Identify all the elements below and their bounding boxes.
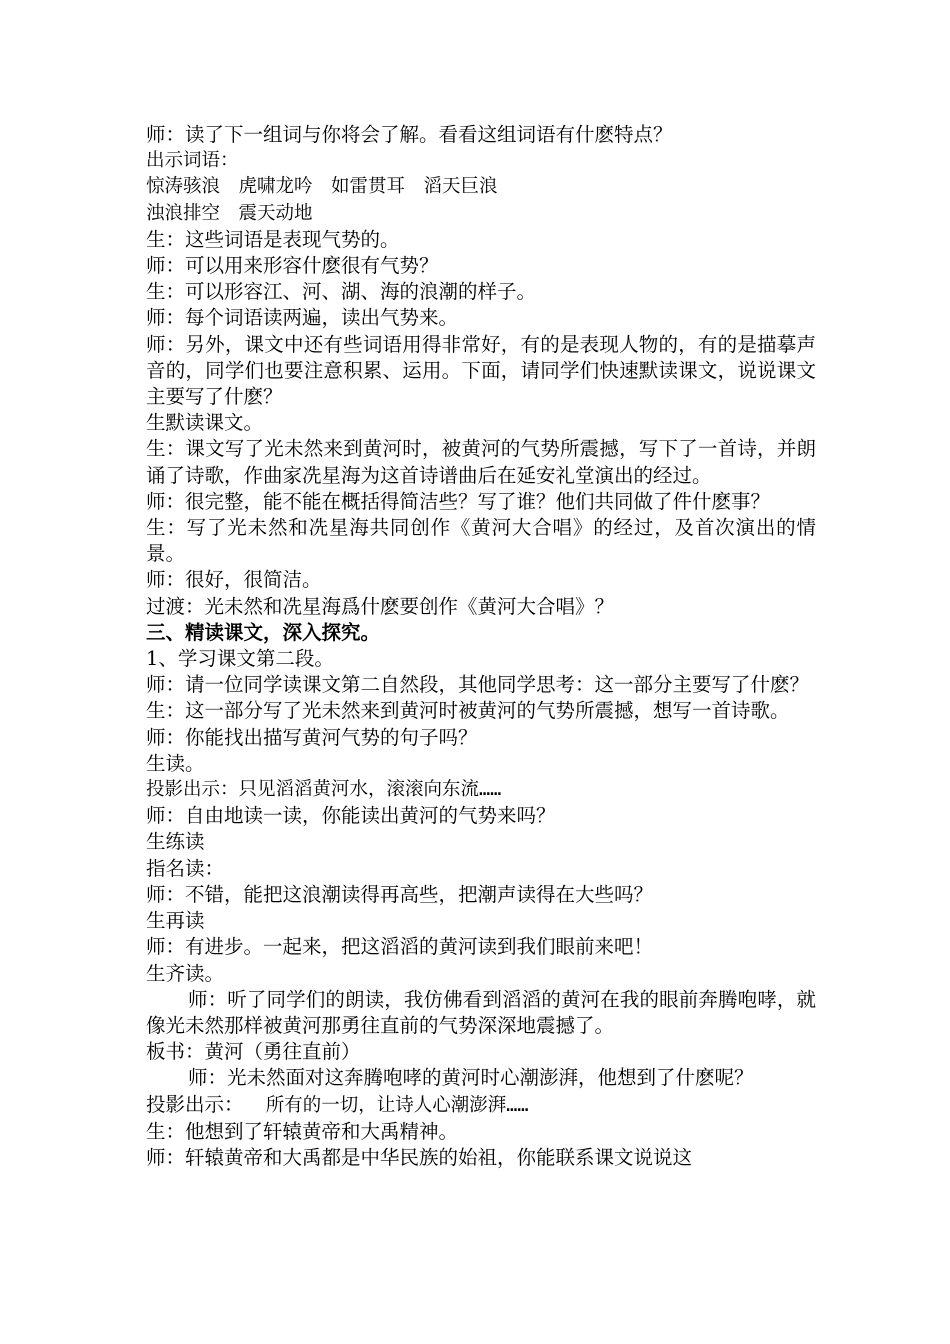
text-line: 师：每个词语读两遍，读出气势来。 — [146, 306, 459, 330]
text-paragraph: 生：课文写了光未然来到黄河时，被黄河的气势所震撼，写下了一首诗，并朗诵了诗歌，作曲家冼星海为这首诗谱曲后在延安礼堂演出的经过。 — [146, 437, 816, 487]
text-line: 生齐读。 — [146, 961, 225, 985]
projection-content: 所有的一切，让诗人心潮澎湃…… — [265, 1094, 529, 1116]
text-line: 过渡：光未然和冼星海爲什麽要创作《黄河大合唱》？ — [146, 594, 615, 618]
text-line: 生：他想到了轩辕黄帝和大禹精神。 — [146, 1119, 459, 1143]
text-line: 师：不错，能把这浪潮读得再高些，把潮声读得在大些吗？ — [146, 882, 654, 906]
projection-line: 投影出示：只见滔滔黄河水，滚滚向东流…… — [146, 779, 502, 801]
text-line: 师：有进步。一起来，把这滔滔的黄河读到我们眼前来吧！ — [146, 935, 654, 959]
projection-text — [244, 1095, 529, 1116]
text-paragraph: 生：这一部分写了光未然来到黄河时被黄河的气势所震撼，想写一首诗歌。 — [146, 699, 790, 723]
projection-label: 投影出示： — [146, 1092, 244, 1116]
text-line: 师：轩辕黄帝和大禹都是中华民族的始祖，你能联系课文说说这 — [146, 1145, 693, 1169]
text-paragraph: 师：另外，课文中还有些词语用得非常好，有的是表现人物的，有的是描摹声音的，同学们也要注意积累、运用。下面，请同学们快速默读课文，说说课文主要写了什麽？ — [146, 332, 816, 409]
text-line: 指名读： — [146, 856, 225, 880]
text-paragraph: 生：写了光未然和冼星海共同创作《黄河大合唱》的经过，及首次演出的情景。 — [146, 516, 816, 566]
text-line: 生默读课文。 — [146, 411, 264, 435]
text-line: 生练读 — [146, 830, 205, 854]
text-paragraph: 师：听了同学们的朗读，我仿佛看到滔滔的黄河在我的眼前奔腾咆哮，就像光未然那样被黄河那勇往直前的气势深深地震撼了。 — [146, 987, 816, 1037]
section-heading: 三、精读课文，深入探究。 — [146, 620, 381, 644]
text-paragraph: 师：很完整，能不能在概括得简洁些？写了谁？他们共同做了件什麽事？ — [146, 489, 771, 513]
word-group-line: 惊涛骇浪 虎啸龙吟 如雷贯耳 滔天巨浪 — [146, 176, 498, 198]
text-line: 生读。 — [146, 751, 205, 775]
text-line: 师：可以用来形容什麽很有气势？ — [146, 254, 439, 278]
text-line: 师：你能找出描写黄河气势的句子吗？ — [146, 725, 478, 749]
projection-line — [146, 1092, 816, 1119]
text-line: 师：读了下一组词与你将会了解。看看这组词语有什麽特点？ — [146, 123, 673, 146]
text-paragraph: 师：请一位同学读课文第二自然段，其他同学思考：这一部分主要写了什麽？ — [146, 673, 810, 697]
lesson-transcript — [146, 122, 816, 1171]
text-line: 师：自由地读一读，你能读出黄河的气势来吗？ — [146, 804, 556, 828]
text-line: 师：很好，很简洁。 — [146, 568, 322, 592]
text-line: 出示词语： — [146, 150, 239, 172]
text-line: 板书：黄河（勇往直前） — [146, 1040, 361, 1064]
word-group-line: 浊浪排空 震天动地 — [146, 202, 313, 224]
text-line: 生再读 — [146, 909, 205, 933]
text-line: 师：光未然面对这奔腾咆哮的黄河时心潮澎湃，他想到了什麽呢？ — [188, 1066, 754, 1090]
text-line: 生：可以形容江、河、湖、海的浪潮的样子。 — [146, 280, 537, 304]
text-line: 1、学习课文第二段。 — [146, 647, 334, 671]
text-line: 生：这些词语是表现气势的。 — [146, 227, 400, 251]
